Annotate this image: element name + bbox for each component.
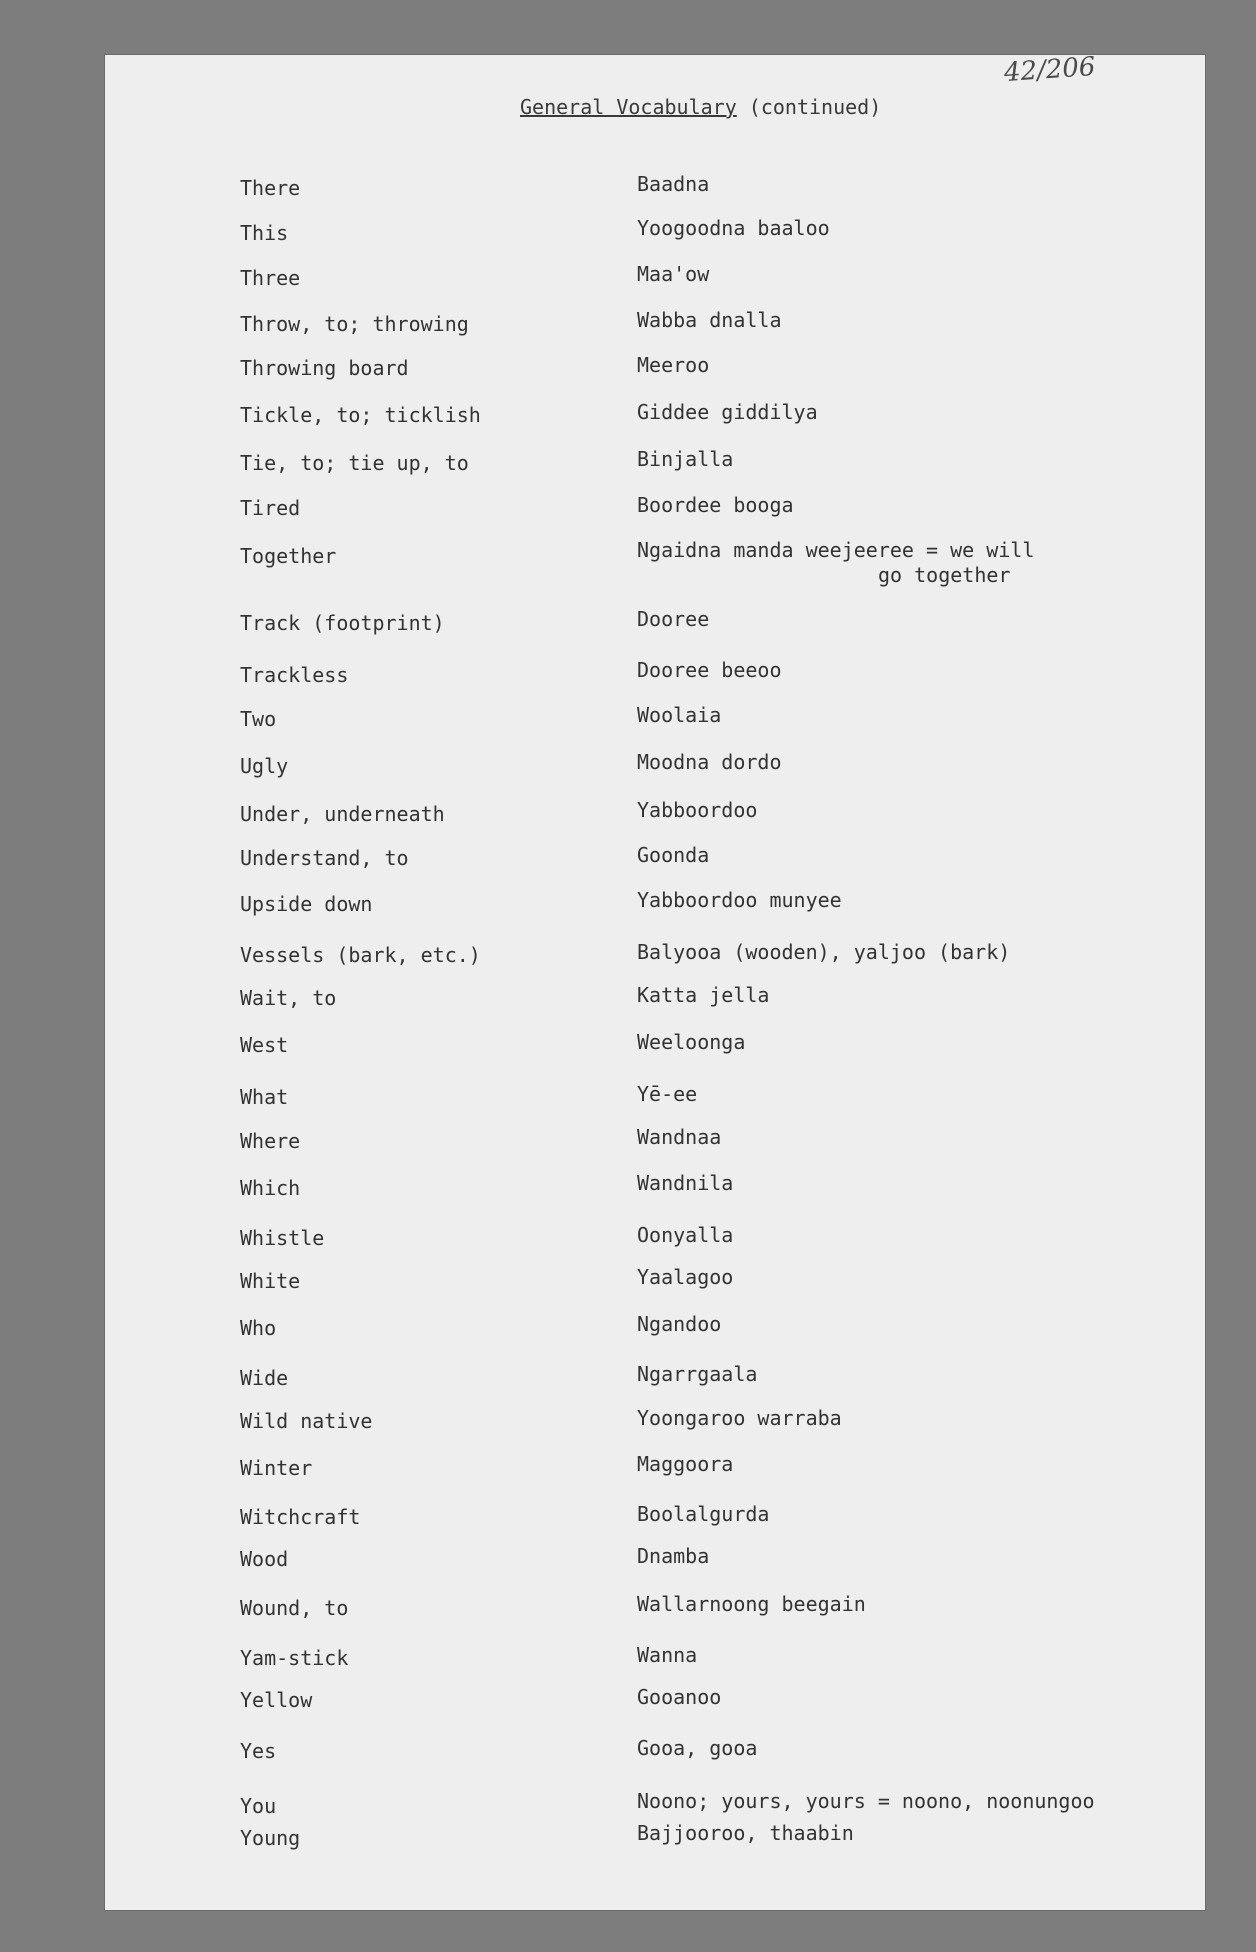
title-suffix: (continued) — [748, 95, 882, 119]
vocab-gloss: Wallarnoong beegain — [637, 1592, 866, 1616]
vocab-gloss: Dooree beeoo — [637, 658, 782, 682]
vocab-term: Who — [240, 1316, 277, 1340]
vocab-gloss: Yoogoodna baaloo — [637, 216, 830, 240]
vocab-gloss: Baadna — [637, 172, 710, 196]
vocab-gloss: Giddee giddilya — [637, 400, 818, 424]
vocab-term: Tie, to; tie up, to — [240, 451, 469, 475]
vocab-term: Yes — [240, 1739, 277, 1763]
vocab-term: Young — [240, 1826, 301, 1850]
vocab-term: Tired — [240, 496, 301, 520]
vocab-term: West — [240, 1033, 289, 1057]
vocab-gloss: Woolaia — [637, 703, 722, 727]
vocab-term: Ugly — [240, 754, 289, 778]
vocab-gloss: Yoongaroo warraba — [637, 1406, 842, 1430]
vocab-gloss: Binjalla — [637, 447, 734, 471]
vocab-term: Throwing board — [240, 356, 409, 380]
vocab-term: White — [240, 1269, 301, 1293]
vocab-term: Where — [240, 1129, 301, 1153]
vocab-gloss: Boordee booga — [637, 493, 794, 517]
vocab-term: Tickle, to; ticklish — [240, 403, 481, 427]
vocab-term: Whistle — [240, 1226, 325, 1250]
vocab-term: Wide — [240, 1366, 289, 1390]
vocab-gloss: Goonda — [637, 843, 710, 867]
vocab-gloss: Yē-ee — [637, 1082, 698, 1106]
vocab-term: Yellow — [240, 1688, 313, 1712]
vocab-gloss: Yaalagoo — [637, 1265, 734, 1289]
vocab-gloss: Wabba dnalla — [637, 308, 782, 332]
vocab-gloss: Katta jella — [637, 983, 770, 1007]
page-title — [520, 95, 881, 119]
vocab-gloss: Noono; yours, yours = noono, noonungoo — [637, 1789, 1095, 1813]
vocab-term: Yam-stick — [240, 1646, 349, 1670]
vocab-gloss: Bajjooroo, thaabin — [637, 1821, 854, 1845]
document-page — [105, 51, 1205, 1910]
vocab-gloss: Weeloonga — [637, 1030, 746, 1054]
vocab-gloss: Ngaidna manda weejeeree = we will — [637, 538, 1035, 562]
vocab-term: You — [240, 1794, 277, 1818]
vocab-gloss: Yabboordoo munyee — [637, 888, 842, 912]
vocab-gloss: Maggoora — [637, 1452, 734, 1476]
vocab-term: Vessels (bark, etc.) — [240, 943, 481, 967]
vocab-term: What — [240, 1085, 289, 1109]
vocab-term: Trackless — [240, 663, 349, 687]
title-main: General Vocabulary — [520, 95, 737, 119]
vocab-gloss: Ngandoo — [637, 1312, 722, 1336]
vocab-gloss: Dnamba — [637, 1544, 710, 1568]
vocab-term: Track (footprint) — [240, 611, 445, 635]
vocab-term: Winter — [240, 1456, 313, 1480]
vocab-term: Wood — [240, 1547, 289, 1571]
vocab-gloss: Wanna — [637, 1643, 698, 1667]
page-number: 42/206 — [1002, 51, 1096, 89]
vocab-term: Under, underneath — [240, 802, 445, 826]
vocab-term: Three — [240, 266, 301, 290]
vocab-term: Wait, to — [240, 986, 337, 1010]
vocab-term: Wild native — [240, 1409, 373, 1433]
vocab-gloss: Ngarrgaala — [637, 1362, 758, 1386]
vocab-gloss: Gooa, gooa — [637, 1736, 758, 1760]
vocab-gloss: Wandnila — [637, 1171, 734, 1195]
vocab-term: This — [240, 221, 289, 245]
vocab-gloss: Yabboordoo — [637, 798, 758, 822]
vocab-term: Witchcraft — [240, 1505, 361, 1529]
vocab-gloss: Wandnaa — [637, 1125, 722, 1149]
vocab-gloss: Dooree — [637, 607, 710, 631]
vocab-gloss: Maa'ow — [637, 262, 710, 286]
vocab-term: Throw, to; throwing — [240, 312, 469, 336]
vocab-gloss: Moodna dordo — [637, 750, 782, 774]
vocab-gloss-continued: go together — [878, 563, 1011, 587]
vocab-gloss: Gooanoo — [637, 1685, 722, 1709]
vocab-gloss: Balyooa (wooden), yaljoo (bark) — [637, 940, 1011, 964]
vocab-term: Wound, to — [240, 1596, 349, 1620]
vocab-term: Upside down — [240, 892, 373, 916]
vocab-term: Which — [240, 1176, 301, 1200]
vocab-gloss: Meeroo — [637, 353, 710, 377]
vocab-term: There — [240, 176, 301, 200]
vocab-term: Understand, to — [240, 846, 409, 870]
vocab-term: Together — [240, 544, 337, 568]
vocab-term: Two — [240, 707, 277, 731]
vocab-gloss: Boolalgurda — [637, 1502, 770, 1526]
vocab-gloss: Oonyalla — [637, 1223, 734, 1247]
